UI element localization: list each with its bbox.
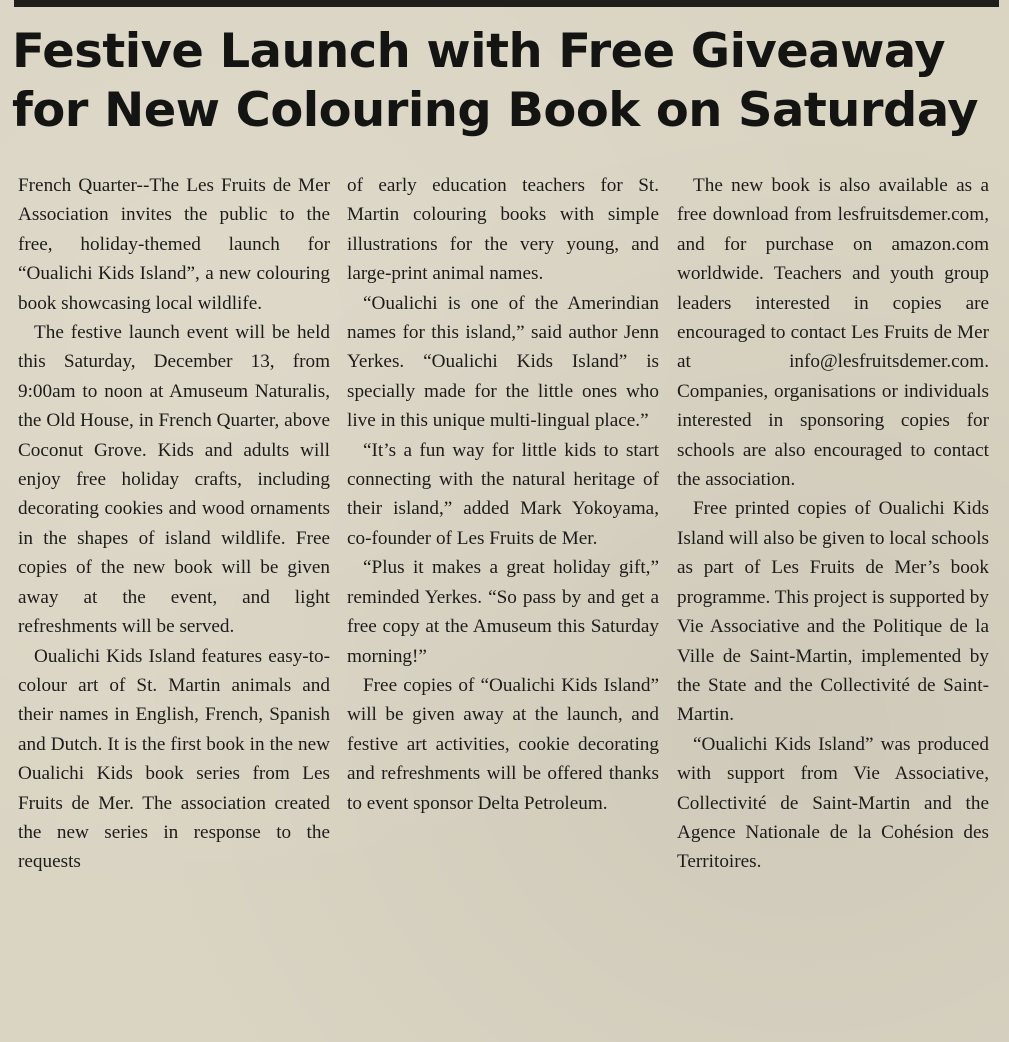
column-2-paragraph-3: “It’s a fun way for little kids to start connecting with the natural heritage of their island,” added Mark Yokoyama, co-founder of Les Fruits de Mer.: [347, 439, 659, 549]
column-1-paragraph-1: French Quarter--The Les Fruits de Mer Association invites the public to the free, holiday-themed launch for “Oualichi Kids Island”, a new colouring book showcasing local wildlife.: [18, 175, 330, 314]
headline-line-1: Festive Launch with Free Giveaway: [12, 24, 946, 79]
article-headline: [12, 22, 1009, 140]
column-1-paragraph-2: The festive launch event will be held this Saturday, December 13, from 9:00am to noon at Amuseum Naturalis, the Old House, in French Quarter, above Coconut Grove. Kids and adults will enjoy free holiday crafts, including decorating cookies and wood ornaments in the shapes of island wildlife. Free copies of the new book will be given away at the event, and light refreshments will be served.: [18, 322, 330, 638]
top-rule-divider: [14, 0, 999, 7]
column-3-paragraph-3: “Oualichi Kids Island” was produced with support from Vie Associative, Collectivité de Saint-Martin and the Agence Nationale de la Cohésion des Territoires.: [677, 733, 989, 873]
article-column-3: [677, 171, 989, 877]
column-2-paragraph-1: of early education teachers for St. Martin colouring books with simple illustrations for the very young, and large-print animal names.: [347, 175, 659, 285]
article-column-2: [347, 171, 659, 818]
column-2-paragraph-5: Free copies of “Oualichi Kids Island” will be given away at the launch, and festive art activities, cookie decorating and refreshments will be offered thanks to event sponsor Delta Petroleum.: [347, 674, 659, 814]
column-3-paragraph-2: Free printed copies of Oualichi Kids Island will also be given to local schools as part of Les Fruits de Mer’s book programme. This project is supported by Vie Associative and the Politique de la Ville de Saint-Martin, implemented by the State and the Collectivité de Saint-Martin.: [677, 498, 989, 726]
headline-line-2: for New Colouring Book on Saturday: [12, 83, 978, 138]
column-2-paragraph-2: “Oualichi is one of the Amerindian names for this island,” said author Jenn Yerkes. “Oualichi Kids Island” is specially made for the little ones who live in this unique multi-lingual place.”: [347, 292, 659, 432]
column-3-paragraph-1: The new book is also available as a free download from lesfruitsdemer.com, and for purchase on amazon.com worldwide. Teachers and youth group leaders interested in copies are encouraged to contact Les Fruits de Mer at info@lesfruitsdemer.com. Companies, organisations or individuals interested in sponsoring copies for schools are also encouraged to contact the association.: [677, 175, 989, 491]
column-2-paragraph-4: “Plus it makes a great holiday gift,” reminded Yerkes. “So pass by and get a free copy at the Amuseum this Saturday morning!”: [347, 557, 659, 667]
article-column-1: [18, 171, 330, 877]
column-1-paragraph-3: Oualichi Kids Island features easy-to-colour art of St. Martin animals and their names in English, French, Spanish and Dutch. It is the first book in the new Oualichi Kids book series from Les Fruits de Mer. The association created the new series in response to the requests: [18, 645, 330, 873]
article-body: [18, 171, 998, 1041]
